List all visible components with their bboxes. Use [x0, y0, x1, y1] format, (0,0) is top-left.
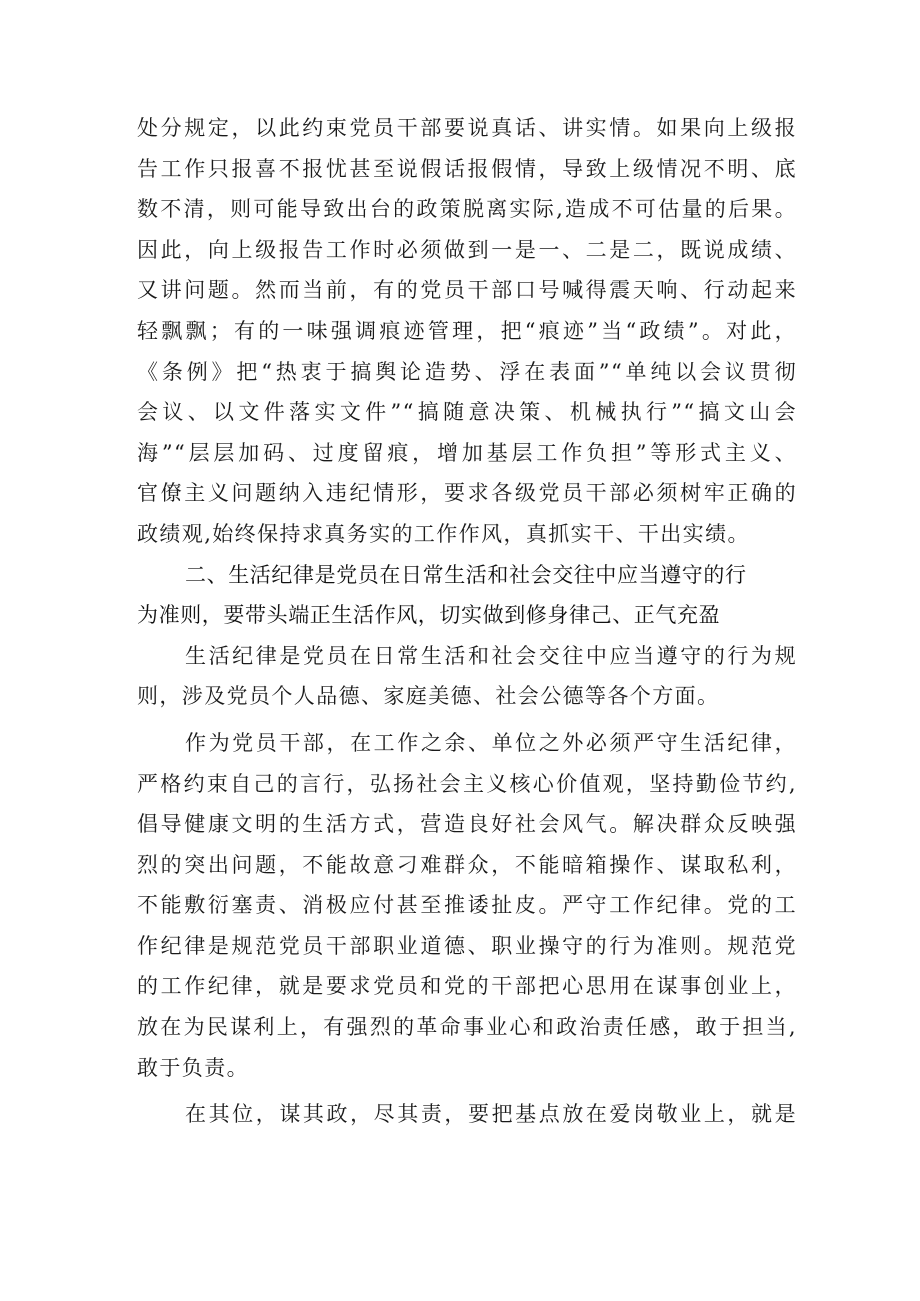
heading-line: 二、生活纪律是党员在日常生活和社会交往中应当遵守的行 [185, 562, 747, 587]
text-line: 倡导健康文明的生活方式，营造良好社会风气。解决群众反映强 [137, 812, 797, 837]
text-line: 因此，向上级报告工作时必须做到一是一、二是二，既说成绩、 [137, 237, 797, 262]
text-line: 政绩观,始终保持求真务实的工作作风，真抓实干、干出实绩。 [137, 521, 750, 546]
text-line: 作为党员干部，在工作之余、单位之外必须严守生活纪律， [185, 730, 797, 755]
document-body [137, 108, 797, 1135]
text-line: 放在为民谋利上，有强烈的革命事业心和政治责任感，敢于担当, [137, 1015, 797, 1040]
text-line: 生活纪律是党员在日常生活和社会交往中应当遵守的行为规 [185, 643, 797, 668]
text-line: 处分规定，以此约束党员干部要说真话、讲实情。如果向上级报 [137, 116, 797, 140]
text-line: 《条例》把“热衷于搞舆论造势、浮在表面”“单纯以会议贯彻 [137, 359, 797, 384]
text-line: 则，涉及党员个人品德、家庭美德、社会公德等各个方面。 [137, 684, 720, 709]
body-paragraph [137, 636, 797, 717]
text-line: 官僚主义问题纳入违纪情形，要求各级党员干部必须树牢正确的 [137, 481, 797, 506]
body-paragraph [137, 1094, 797, 1135]
text-line: 又讲问题。然而当前，有的党员干部口号喊得震天响、行动起来 [137, 278, 797, 303]
text-line: 不能敷衍塞责、消极应付甚至推诿扯皮。严守工作纪律。党的工 [137, 893, 797, 918]
text-line: 烈的突出问题，不能故意刁难群众，不能暗箱操作、谋取私利， [137, 852, 797, 877]
text-line: 轻飘飘；有的一味强调痕迹管理，把“痕迹”当“政绩”。对此， [137, 318, 797, 343]
text-line: 告工作只报喜不报忧甚至说假话报假情，导致上级情况不明、底 [137, 156, 797, 181]
text-line: 在其位，谋其政，尽其责，要把基点放在爱岗敬业上，就是 [185, 1102, 797, 1127]
text-line: 严格约束自己的言行，弘扬社会主义核心价值观，坚持勤俭节约, [137, 771, 797, 796]
body-paragraph [137, 723, 797, 1088]
text-line: 的工作纪律，就是要求党员和党的干部把心思用在谋事创业上， [137, 974, 797, 999]
text-line: 敢于负责。 [137, 1055, 249, 1080]
text-line: 海”“层层加码、过度留痕，增加基层工作负担”等形式主义、 [137, 440, 797, 465]
heading-line: 为准则，要带头端正生活作风，切实做到修身律己、正气充盈 [137, 603, 721, 628]
text-line: 会议、以文件落实文件”“搞随意决策、机械执行”“搞文山会 [137, 400, 797, 425]
section-heading [137, 555, 797, 636]
text-line: 作纪律是规范党员干部职业道德、职业操守的行为准则。规范党 [137, 933, 797, 958]
body-paragraph [137, 108, 797, 555]
text-line: 数不清，则可能导致出台的政策脱离实际,造成不可估量的后果。 [137, 197, 797, 222]
